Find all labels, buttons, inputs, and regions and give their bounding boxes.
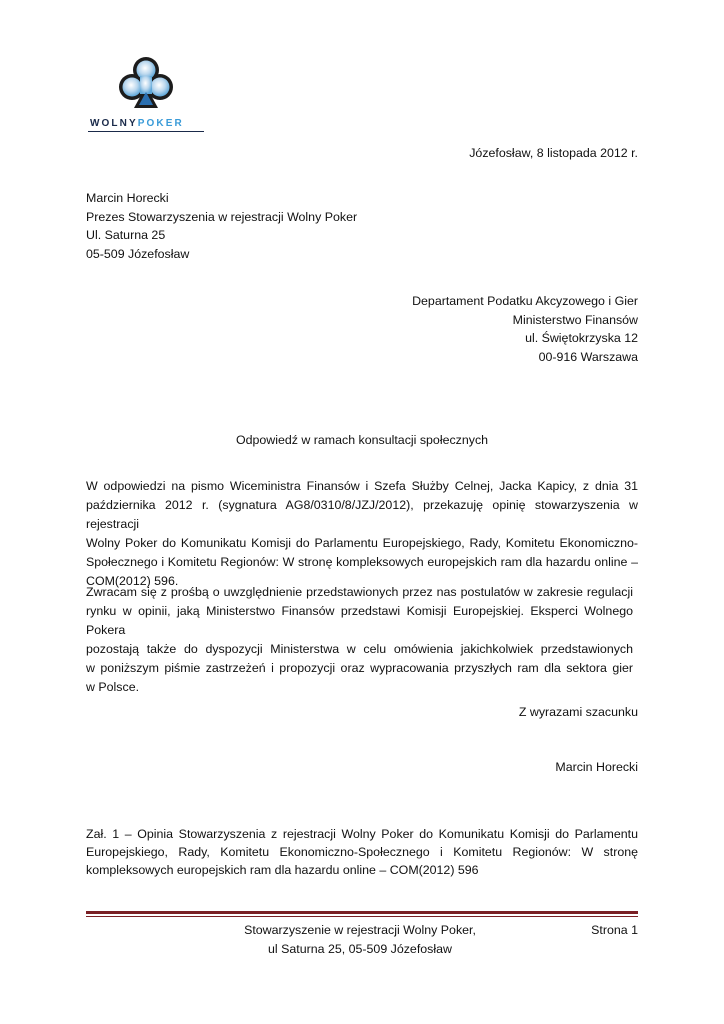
logo: [86, 56, 206, 134]
attachment-line: Europejskiego, Rady, Komitetu Ekonomiczno-Społecznego i Komitetu Regionów: W stronę: [86, 845, 638, 859]
logo-word-wolny: WOLNY: [90, 118, 138, 129]
attachment-note: [86, 825, 638, 879]
footer-address: [200, 921, 520, 958]
closing-line: Z wyrazami szacunku: [518, 705, 638, 719]
date-line: Józefosław, 8 listopada 2012 r.: [469, 146, 638, 160]
footer-page-number: Strona 1: [591, 923, 638, 937]
paragraph-line: Wolny Poker do Komunikatu Komisji do Parlamentu Europejskiego, Rady, Komitetu Ekonomiczno-: [86, 536, 638, 551]
sender-title: Prezes Stowarzyszenia w rejestracji Wolny Poker: [86, 209, 358, 224]
sender-name: Marcin Horecki: [86, 191, 169, 205]
logo-wordmark: [90, 118, 184, 129]
recipient-department: Departament Podatku Akcyzowego i Gier: [412, 294, 638, 308]
sender-city: 05-509 Józefosław: [86, 246, 190, 261]
paragraph-line: pozostają także do dyspozycji Ministerstwa w celu omówienia jakichkolwiek przedstawionych: [86, 642, 633, 657]
paragraph-line: W odpowiedzi na pismo Wiceministra Finansów i Szefa Służby Celnej, Jacka Kapicy, z dnia 31: [86, 479, 638, 493]
recipient-block: [338, 292, 638, 366]
logo-word-poker: POKER: [137, 118, 184, 129]
paragraph-line: COM(2012) 596.: [86, 574, 179, 589]
attachment-line: Zał. 1 – Opinia Stowarzyszenia z rejestracji Wolny Poker do Komunikatu Komisji do Parlamentu: [86, 827, 638, 841]
sender-street: Ul. Saturna 25: [86, 228, 166, 242]
paragraph-line: października 2012 r. (sygnatura AG8/0310/8/JZJ/2012), przekazuję opinię stowarzyszenia w rejestracji: [86, 498, 638, 532]
recipient-ministry: Ministerstwo Finansów: [512, 312, 638, 327]
recipient-city: 00-916 Warszawa: [538, 349, 638, 364]
paragraph-line: Zwracam się z prośbą o uwzględnienie przedstawionych przez nas postulatów w zakresie regulacji: [86, 585, 633, 599]
paragraph-line: Społecznego i Komitetu Regionów: W stronę kompleksowych europejskich ram dla hazardu online –: [86, 555, 638, 570]
attachment-line: kompleksowych europejskich ram dla hazardu online – COM(2012) 596: [86, 863, 479, 877]
subject-line: Odpowiedź w ramach konsultacji społecznych: [235, 433, 489, 447]
paragraph-line: rynku w opinii, jaką Ministerstwo Finansów przedstawi Komisji Europejskiej. Eksperci Wolnego Pokera: [86, 604, 633, 638]
club-suit-icon: [86, 56, 206, 114]
body-paragraph-2: [86, 583, 633, 698]
body-paragraph-1: [86, 477, 638, 592]
signature-name: Marcin Horecki: [555, 760, 638, 774]
footer-rule-thin: [86, 916, 638, 917]
footer-line-2: ul Saturna 25, 05-509 Józefosław: [268, 941, 452, 956]
recipient-street: ul. Świętokrzyska 12: [525, 331, 638, 345]
footer-rule-thick: [86, 911, 638, 914]
paragraph-line: w poniższym piśmie zastrzeżeń i propozycji oraz wypracowania przyszłych ram dla sektora gier: [86, 661, 633, 676]
footer-line-1: Stowarzyszenie w rejestracji Wolny Poker,: [244, 923, 476, 937]
logo-underline: [88, 131, 204, 132]
paragraph-line: w Polsce.: [86, 680, 140, 695]
sender-block: [86, 189, 486, 263]
